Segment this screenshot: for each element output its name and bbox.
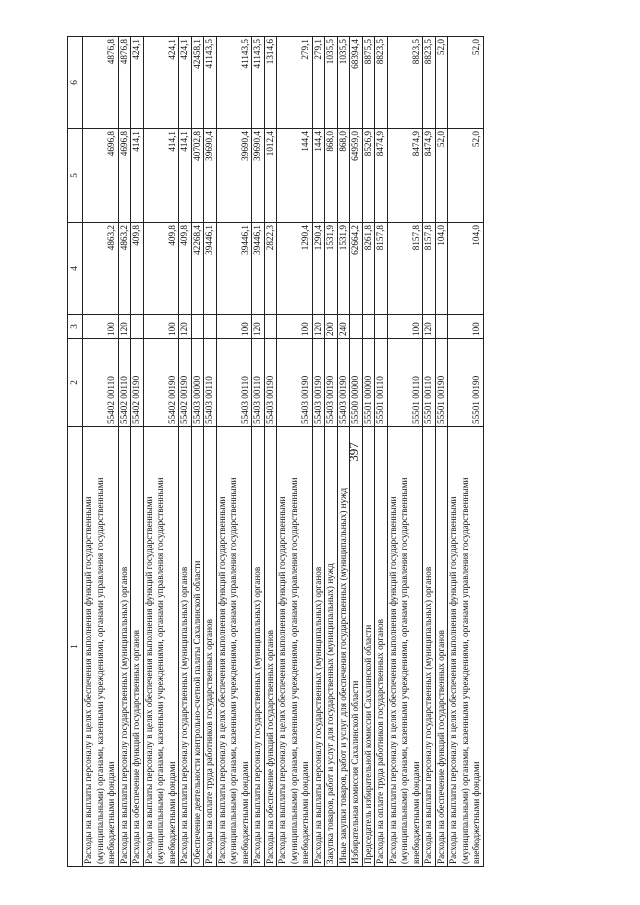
table-row: [375, 37, 388, 867]
cell-v6: 279,1: [277, 37, 313, 129]
cell-vr: [131, 315, 144, 339]
cell-code: 55501 00110: [423, 339, 436, 427]
cell-vr: 120: [423, 315, 436, 339]
cell-vr: [375, 315, 388, 339]
cell-v6: 52,0: [435, 37, 448, 129]
cell-name: Расходы на оплате труда работников государственных органов: [204, 427, 217, 867]
cell-v4: 1290,4: [277, 223, 313, 315]
header-cell: 3: [68, 315, 83, 339]
cell-v5: 8526,9: [362, 129, 375, 223]
cell-v4: 8157,8: [423, 223, 436, 315]
cell-name: Расходы на обеспечение функций государственных органов: [435, 427, 448, 867]
cell-name: Расходы на выплаты персоналу государственных (муниципальных) органов: [312, 427, 325, 867]
cell-code: 55403 00190: [325, 339, 338, 427]
table-row: [448, 37, 484, 867]
cell-v6: 279,1: [312, 37, 325, 129]
cell-code: 55403 00000: [191, 339, 204, 427]
cell-v4: 62664,2: [350, 223, 363, 315]
cell-vr: 120: [312, 315, 325, 339]
cell-v4: 409,8: [179, 223, 192, 315]
table-row: [387, 37, 423, 867]
cell-code: 55501 00110: [375, 339, 388, 427]
cell-v5: 52,0: [448, 129, 484, 223]
table-row: [337, 37, 350, 867]
cell-v6: 1314,6: [264, 37, 277, 129]
cell-v6: 424,1: [143, 37, 179, 129]
header-cell: 5: [68, 129, 83, 223]
cell-name: Обеспечение деятельности контрольно-счетной палаты Сахалинской области: [191, 427, 204, 867]
cell-code: 55501 00190: [448, 339, 484, 427]
cell-name: Расходы на выплаты персоналу государственных (муниципальных) органов: [118, 427, 131, 867]
table-row: [264, 37, 277, 867]
cell-v5: 52,0: [435, 129, 448, 223]
cell-v6: 8823,5: [423, 37, 436, 129]
cell-code: 55402 00110: [118, 339, 131, 427]
table-row: [252, 37, 265, 867]
cell-vr: [204, 315, 217, 339]
cell-v6: 4876,8: [83, 37, 119, 129]
cell-code: 55402 00190: [179, 339, 192, 427]
cell-name: Расходы на выплаты персоналу государственных (муниципальных) органов: [179, 427, 192, 867]
cell-v6: 68394,4: [350, 37, 363, 129]
rotated-table-wrapper: [67, 37, 640, 867]
cell-v6: 41143,5: [252, 37, 265, 129]
cell-v5: 8474,9: [387, 129, 423, 223]
budget-table: [67, 36, 484, 867]
cell-v5: 414,1: [179, 129, 192, 223]
cell-v6: 8823,5: [387, 37, 423, 129]
cell-name: Расходы на выплаты персоналу в целях обеспечения выполнения функций государственными (муниципальными) органами, казенными учреждениями, органами управления государственными внебюджетными фондами: [448, 427, 484, 867]
cell-name: Расходы на выплаты персоналу в целях обеспечения выполнения функций государственными (муниципальными) органами, казенными учреждениями, органами управления государственными внебюджетными фондами: [216, 427, 252, 867]
header-cell: 6: [68, 37, 83, 129]
cell-v5: 8474,9: [375, 129, 388, 223]
cell-vr: [362, 315, 375, 339]
table-row: [312, 37, 325, 867]
cell-v4: 39446,1: [216, 223, 252, 315]
cell-code: 55403 00190: [277, 339, 313, 427]
cell-vr: 120: [179, 315, 192, 339]
cell-code: 55402 00110: [83, 339, 119, 427]
cell-name: Расходы на выплаты персоналу в целях обеспечения выполнения функций государственными (муниципальными) органами, казенными учреждениями, органами управления государственными внебюджетными фондами: [277, 427, 313, 867]
cell-v5: 414,1: [131, 129, 144, 223]
table-row: [277, 37, 313, 867]
cell-v4: 42268,4: [191, 223, 204, 315]
cell-vr: 100: [448, 315, 484, 339]
cell-vr: [350, 315, 363, 339]
cell-v4: 1290,4: [312, 223, 325, 315]
cell-v4: 39446,1: [204, 223, 217, 315]
cell-code: 55501 00110: [387, 339, 423, 427]
table-row: [143, 37, 179, 867]
cell-v5: 39690,4: [252, 129, 265, 223]
cell-vr: 100: [277, 315, 313, 339]
cell-v5: 414,1: [143, 129, 179, 223]
cell-v6: 42458,1: [191, 37, 204, 129]
cell-v4: 1531,9: [325, 223, 338, 315]
cell-name: Иные закупки товаров, работ и услуг для обеспечения государственных (муниципальных) нужд: [337, 427, 350, 867]
cell-v5: 8474,9: [423, 129, 436, 223]
cell-v5: 868,0: [325, 129, 338, 223]
cell-v6: 41143,5: [204, 37, 217, 129]
table-row: [83, 37, 119, 867]
cell-v4: 39446,1: [252, 223, 265, 315]
cell-name: Расходы на обеспечение функций государственных органов: [264, 427, 277, 867]
cell-v6: 1035,5: [325, 37, 338, 129]
cell-v5: 39690,4: [216, 129, 252, 223]
cell-vr: 120: [118, 315, 131, 339]
table-row: [325, 37, 338, 867]
cell-v6: 424,1: [131, 37, 144, 129]
cell-v5: 64959,0: [350, 129, 363, 223]
cell-v6: 41143,5: [216, 37, 252, 129]
cell-v6: 1035,5: [337, 37, 350, 129]
cell-v5: 144,4: [277, 129, 313, 223]
cell-vr: 100: [143, 315, 179, 339]
table-row: [191, 37, 204, 867]
cell-name: Избирательная комиссия Сахалинской области: [350, 427, 363, 867]
cell-name: Расходы на выплаты персоналу в целях обеспечения выполнения функций государственными (муниципальными) органами, казенными учреждениями, органами управления государственными внебюджетными фондами: [143, 427, 179, 867]
cell-v5: 144,4: [312, 129, 325, 223]
cell-code: 55501 00190: [435, 339, 448, 427]
cell-v4: 4863,2: [83, 223, 119, 315]
cell-vr: 200: [325, 315, 338, 339]
cell-v4: 8157,8: [375, 223, 388, 315]
header-row: [68, 37, 83, 867]
cell-code: 55501 00000: [362, 339, 375, 427]
cell-v5: 4696,8: [83, 129, 119, 223]
cell-v4: 1531,9: [337, 223, 350, 315]
cell-code: 55402 00190: [131, 339, 144, 427]
cell-vr: 120: [252, 315, 265, 339]
cell-code: 55403 00110: [204, 339, 217, 427]
cell-vr: 100: [83, 315, 119, 339]
cell-v5: 39690,4: [204, 129, 217, 223]
cell-v6: 8875,5: [362, 37, 375, 129]
cell-v4: 104,0: [435, 223, 448, 315]
cell-code: 55403 00110: [252, 339, 265, 427]
table-row: [204, 37, 217, 867]
cell-v4: 8261,8: [362, 223, 375, 315]
cell-v6: 52,0: [448, 37, 484, 129]
cell-v5: 4696,8: [118, 129, 131, 223]
cell-vr: [435, 315, 448, 339]
cell-v4: 409,8: [143, 223, 179, 315]
cell-vr: 240: [337, 315, 350, 339]
cell-v4: 104,0: [448, 223, 484, 315]
cell-code: 55500 00000: [350, 339, 363, 427]
cell-name: Расходы на выплаты персоналу в целях обеспечения выполнения функций государственными (муниципальными) органами, казенными учреждениями, органами управления государственными внебюджетными фондами: [387, 427, 423, 867]
cell-v6: 4876,8: [118, 37, 131, 129]
cell-vr: [264, 315, 277, 339]
cell-code: 55403 00190: [312, 339, 325, 427]
table-row: [423, 37, 436, 867]
table-row: [435, 37, 448, 867]
cell-name: Расходы на оплате труда работников государственных органов: [375, 427, 388, 867]
table-row: [179, 37, 192, 867]
cell-code: 55403 00190: [264, 339, 277, 427]
table-row: [362, 37, 375, 867]
cell-v6: 8823,5: [375, 37, 388, 129]
cell-code: 55403 00190: [337, 339, 350, 427]
cell-v6: 424,1: [179, 37, 192, 129]
cell-code: 55403 00110: [216, 339, 252, 427]
cell-v5: 40702,8: [191, 129, 204, 223]
header-cell: 4: [68, 223, 83, 315]
cell-name: Расходы на выплаты персоналу в целях обеспечения выполнения функций государственными (муниципальными) органами, казенными учреждениями, органами управления государственными внебюджетными фондами: [83, 427, 119, 867]
page-number: 397: [346, 442, 361, 462]
cell-v4: 4863,2: [118, 223, 131, 315]
cell-vr: 100: [387, 315, 423, 339]
cell-name: Расходы на выплаты персоналу государственных (муниципальных) органов: [423, 427, 436, 867]
cell-v5: 868,0: [337, 129, 350, 223]
cell-vr: 100: [216, 315, 252, 339]
table-row: [216, 37, 252, 867]
cell-v4: 8157,8: [387, 223, 423, 315]
cell-name: Закупка товаров, работ и услуг для государственных (муниципальных) нужд: [325, 427, 338, 867]
cell-v5: 1012,4: [264, 129, 277, 223]
cell-v4: 2822,3: [264, 223, 277, 315]
cell-name: Расходы на обеспечение функций государственных органов: [131, 427, 144, 867]
header-cell: 1: [68, 427, 83, 867]
header-cell: 2: [68, 339, 83, 427]
cell-name: Председатель избирательной комиссии Сахалинской области: [362, 427, 375, 867]
cell-name: Расходы на выплаты персоналу государственных (муниципальных) органов: [252, 427, 265, 867]
table-row: [350, 37, 363, 867]
table-row: [118, 37, 131, 867]
table-row: [131, 37, 144, 867]
cell-code: 55402 00190: [143, 339, 179, 427]
cell-vr: [191, 315, 204, 339]
cell-v4: 409,8: [131, 223, 144, 315]
